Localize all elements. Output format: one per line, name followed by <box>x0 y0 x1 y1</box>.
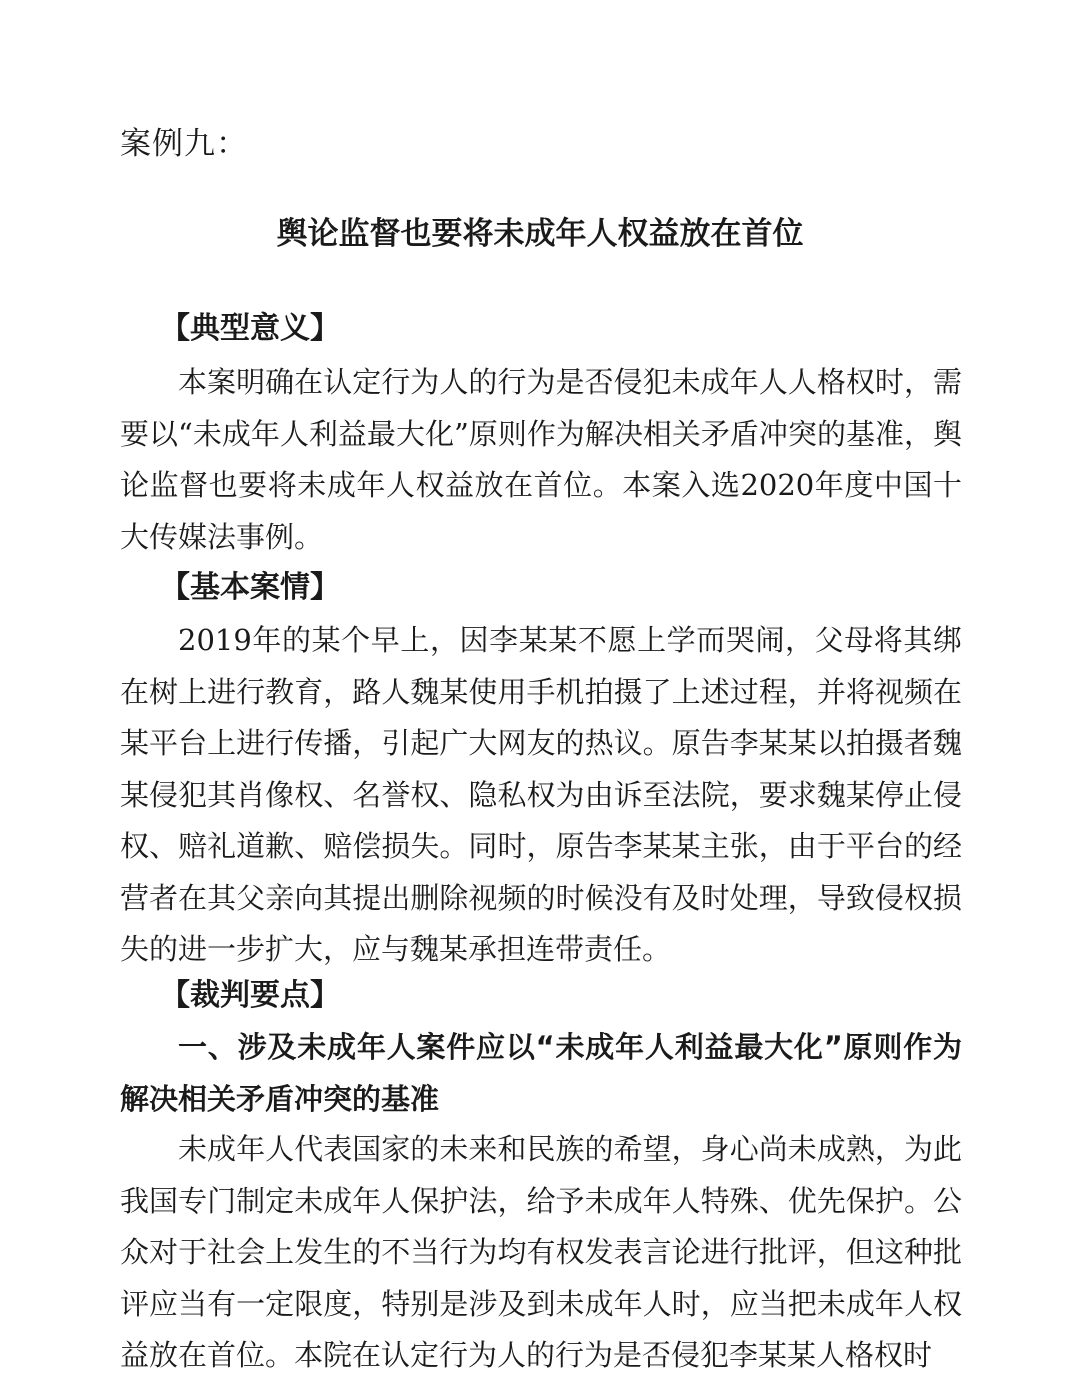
case-label: 案例九： <box>120 126 248 162</box>
section-heading-significance: 【典型意义】 <box>160 311 340 346</box>
section-heading-judgment-points: 【裁判要点】 <box>160 978 340 1013</box>
judgment-subheading: 一、涉及未成年人案件应以“未成年人利益最大化”原则作为解决相关矛盾冲突的基准 <box>120 1030 962 1116</box>
document-title: 舆论监督也要将未成年人权益放在首位 <box>276 216 804 252</box>
paragraph-significance: 本案明确在认定行为人的行为是否侵犯未成年人人格权时，需要以“未成年人利益最大化”原则作为解决相关矛盾冲突的基准，舆论监督也要将未成年人权益放在首位。本案入选2020年度中国十大传媒法事例。 <box>120 365 962 554</box>
paragraph-judgment: 未成年人代表国家的未来和民族的希望，身心尚未成熟，为此我国专门制定未成年人保护法，给予未成年人特殊、优先保护。公众对于社会上发生的不当行为均有权发表言论进行批评，但这种批评应当有一定限度，特别是涉及到未成年人时，应当把未成年人权益放在首位。本院在认定行为人的行为是否侵犯李某某人格权时 <box>120 1132 962 1372</box>
section-heading-basic-facts: 【基本案情】 <box>160 570 340 605</box>
paragraph-basic-facts: 2019年的某个早上，因李某某不愿上学而哭闹，父母将其绑在树上进行教育，路人魏某使用手机拍摄了上述过程，并将视频在某平台上进行传播，引起广大网友的热议。原告李某某以拍摄者魏某侵犯其肖像权、名誉权、隐私权为由诉至法院，要求魏某停止侵权、赔礼道歉、赔偿损失。同时，原告李某某主张，由于平台的经营者在其父亲向其提出删除视频的时候没有及时处理，导致侵权损失的进一步扩大，应与魏某承担连带责任。 <box>120 623 962 966</box>
